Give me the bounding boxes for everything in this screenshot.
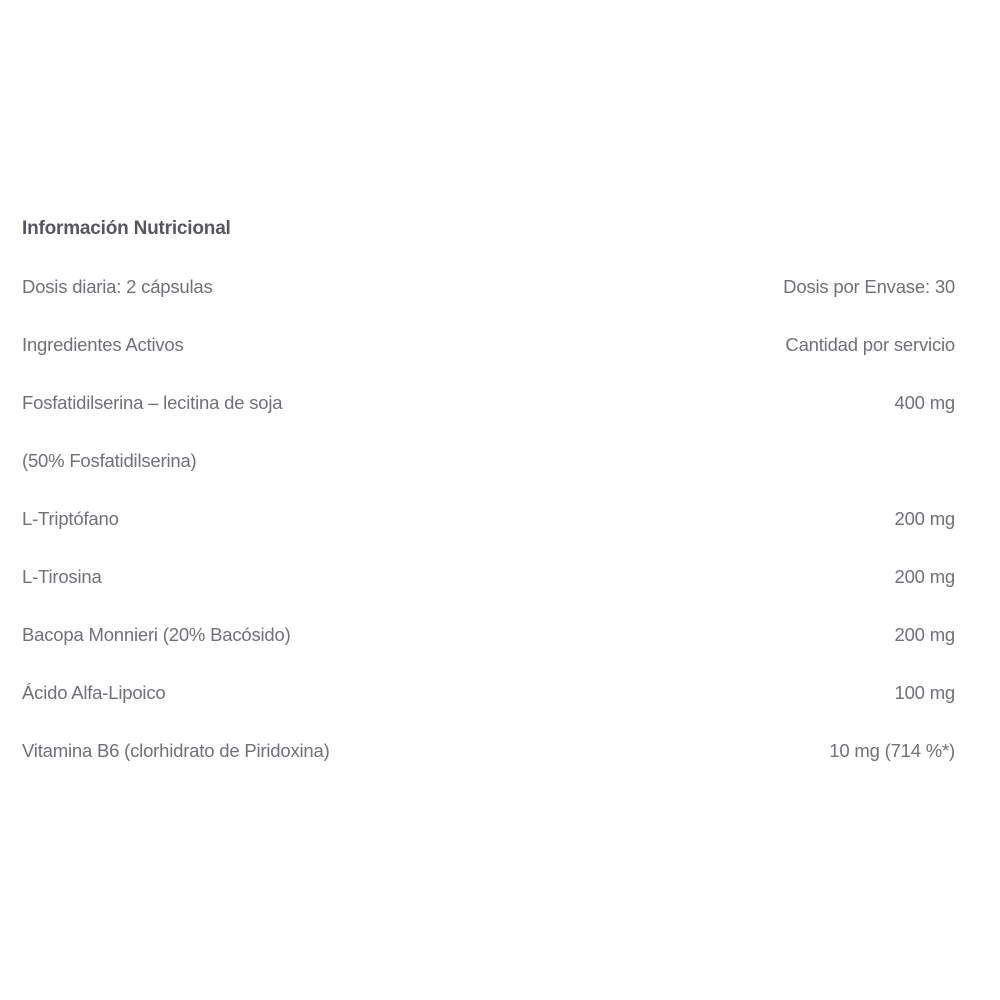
ingredient-label: Vitamina B6 (clorhidrato de Piridoxina): [22, 740, 330, 761]
nutrition-panel-title: Información Nutricional: [22, 218, 231, 239]
ingredient-row: [22, 683, 955, 702]
ingredient-label: L-Triptófano: [22, 508, 119, 529]
ingredient-value: 200 mg: [894, 508, 955, 529]
ingredient-row: [22, 625, 955, 644]
column-header-row: [22, 335, 955, 354]
ingredient-value: 10 mg (714 %*): [829, 740, 955, 761]
ingredient-row: [22, 741, 955, 760]
ingredient-row: [22, 567, 955, 586]
ingredient-label: (50% Fosfatidilserina): [22, 450, 197, 471]
ingredient-value: 200 mg: [894, 624, 955, 645]
ingredient-row-continuation: [22, 451, 955, 470]
nutrition-facts-panel: [22, 219, 955, 760]
servings-per-container-value: Dosis por Envase: 30: [783, 276, 955, 297]
ingredient-label: Fosfatidilserina – lecitina de soja: [22, 392, 283, 413]
ingredient-label: L-Tirosina: [22, 566, 102, 587]
active-ingredients-header: Ingredientes Activos: [22, 334, 184, 355]
ingredient-value: 200 mg: [894, 566, 955, 587]
ingredient-label: Bacopa Monnieri (20% Bacósido): [22, 624, 291, 645]
ingredient-row: [22, 509, 955, 528]
serving-size-row: [22, 277, 955, 296]
serving-size-label: Dosis diaria: 2 cápsulas: [22, 276, 213, 297]
ingredient-value: 400 mg: [894, 392, 955, 413]
amount-per-serving-header: Cantidad por servicio: [785, 334, 955, 355]
ingredient-label: Ácido Alfa-Lipoico: [22, 682, 166, 703]
ingredient-value: 100 mg: [894, 682, 955, 703]
ingredient-row: [22, 393, 955, 412]
